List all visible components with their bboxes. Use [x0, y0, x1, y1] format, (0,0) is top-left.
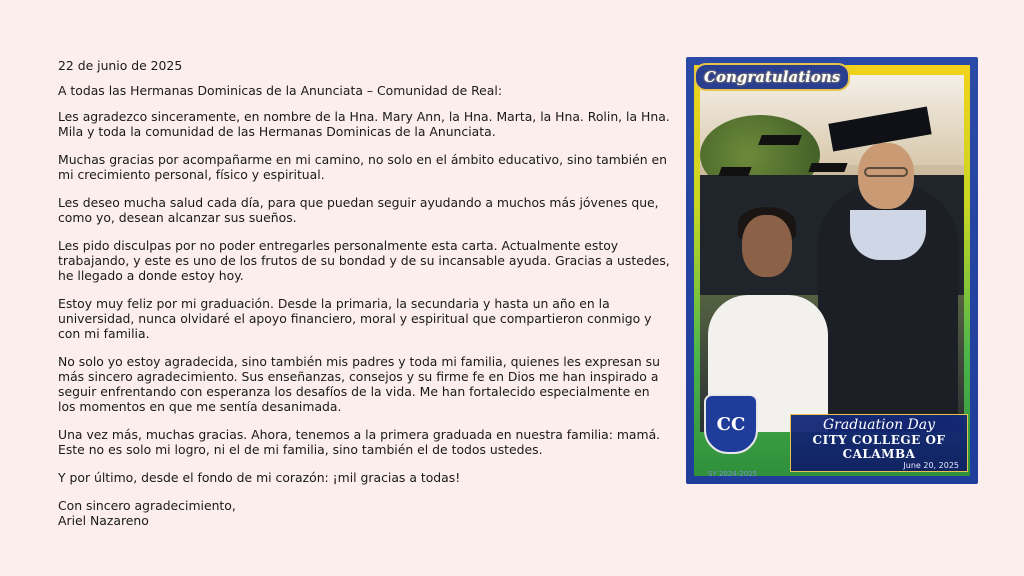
graduation-photo-card	[686, 57, 978, 484]
letter-paragraph: Estoy muy feliz por mi graduación. Desde la primaria, la secundaria y hasta un año en la universidad, nunca olvidaré el apoyo financiero, moral y espiritual que compartieron conmigo y con mi familia.	[58, 296, 652, 341]
college-seal-icon: CC	[704, 394, 758, 454]
letter-paragraph: Y por último, desde el fondo de mi corazón: ¡mil gracias a todas!	[58, 470, 461, 485]
letter-paragraph: Muchas gracias por acompañarme en mi camino, no solo en el ámbito educativo, sino también en mi crecimiento personal, físico y espiritual.	[58, 152, 667, 182]
letter-paragraph: Una vez más, muchas gracias. Ahora, tenemos a la primera graduada en nuestra familia: mamá. Este no es solo mi logro, ni el de mi familia, sino también el de todos ustedes.	[58, 427, 661, 457]
crowd-cap	[808, 163, 847, 172]
graduation-photo	[700, 75, 964, 432]
graduation-day-caption	[790, 414, 968, 472]
graduate-stole	[850, 210, 926, 260]
letter-paragraph: No solo yo estoy agradecida, sino también mis padres y toda mi familia, quienes les expresan su más sincero agradecimiento. Sus enseñanzas, consejos y su firme fe en Dios me han inspirado a seguir enfrentando con esperanza los desafíos de la vida. Me han fortalecido especialmente en los momentos en que me sentía desanimada.	[58, 354, 660, 414]
letter-paragraph: Les pido disculpas por no poder entregarles personalmente esta carta. Actualmente estoy trabajando, y este es uno de los frutos de su bondad y de su incansable ayuda. Gracias a ustedes, he llegado a donde estoy hoy.	[58, 238, 670, 283]
graduate-glasses	[864, 167, 908, 177]
letter-signature: Ariel Nazareno	[58, 513, 149, 528]
graduation-day-title: Graduation Day	[822, 417, 936, 433]
letter	[58, 58, 670, 528]
letter-paragraph: Les agradezco sinceramente, en nombre de la Hna. Mary Ann, la Hna. Marta, la Hna. Rolin, la Hna. Mila y toda la comunidad de las Hermanas Dominicas de la Anunciata.	[58, 109, 670, 139]
letter-closing: Con sincero agradecimiento,	[58, 498, 236, 513]
crowd-cap	[718, 167, 751, 176]
mother-face	[742, 215, 792, 277]
crowd-cap	[758, 135, 802, 145]
letter-paragraph: Les deseo mucha salud cada día, para que puedan seguir ayudando a muchos más jóvenes que, como yo, desean alcanzar sus sueños.	[58, 195, 659, 225]
school-year-label: SY 2024-2025	[708, 470, 758, 478]
congratulations-banner: Congratulations	[694, 63, 850, 91]
letter-date: 22 de junio de 2025	[58, 58, 183, 73]
letter-salutation: A todas las Hermanas Dominicas de la Anunciata – Comunidad de Real:	[58, 83, 503, 98]
graduation-date: June 20, 2025	[903, 461, 959, 470]
college-name: CITY COLLEGE OF CALAMBA	[812, 433, 946, 461]
